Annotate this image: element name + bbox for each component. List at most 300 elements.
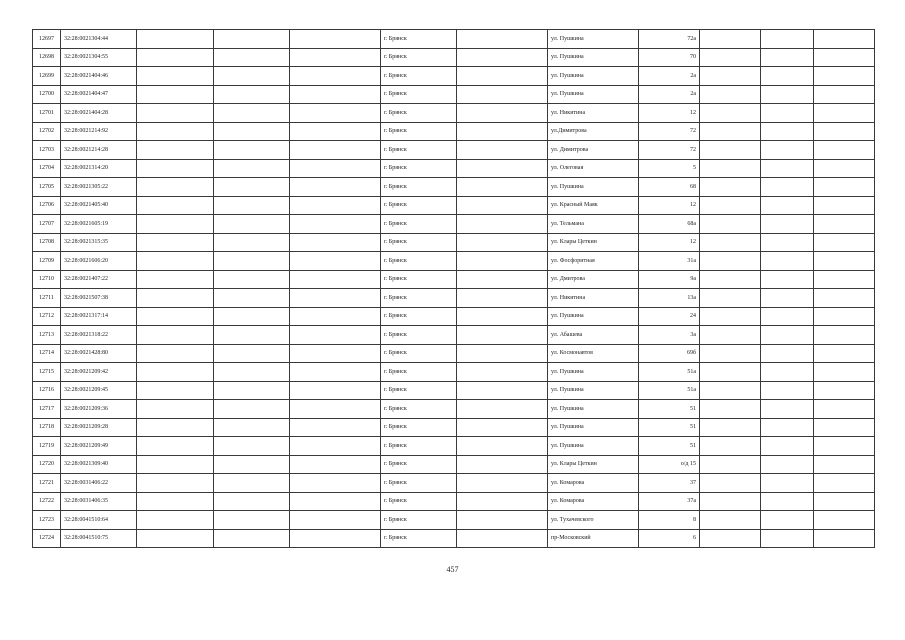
cadastral-number-cell: 32:28:0031406:35 (61, 492, 137, 511)
col-12-cell (814, 67, 875, 86)
col-3-cell (137, 400, 214, 419)
col-11-cell (761, 455, 814, 474)
street-cell: ул. Никитина (548, 104, 639, 123)
house-number-cell: 24 (639, 307, 700, 326)
cadastral-number-cell: 32:28:0021304:55 (61, 48, 137, 67)
registry-table (32, 29, 875, 548)
col-5-cell (290, 104, 381, 123)
row-number-cell: 12709 (33, 252, 61, 271)
table-row (33, 381, 875, 400)
col-7-cell (457, 381, 548, 400)
cadastral-number-cell: 32:28:0021404:28 (61, 104, 137, 123)
col-3-cell (137, 141, 214, 160)
table-row (33, 492, 875, 511)
row-number-cell: 12715 (33, 363, 61, 382)
col-4-cell (214, 196, 290, 215)
table-row (33, 307, 875, 326)
col-7-cell (457, 122, 548, 141)
row-number-cell: 12708 (33, 233, 61, 252)
col-7-cell (457, 85, 548, 104)
col-4-cell (214, 178, 290, 197)
row-number-cell: 12722 (33, 492, 61, 511)
col-12-cell (814, 141, 875, 160)
street-cell: ул. Тельмана (548, 215, 639, 234)
table-row (33, 252, 875, 271)
cadastral-number-cell: 32:28:0021428:80 (61, 344, 137, 363)
col-3-cell (137, 326, 214, 345)
cadastral-number-cell: 32:28:0021315:35 (61, 233, 137, 252)
street-cell: ул. Красный Маяк (548, 196, 639, 215)
col-7-cell (457, 418, 548, 437)
col-3-cell (137, 437, 214, 456)
street-cell: ул. Абашева (548, 326, 639, 345)
col-5-cell (290, 437, 381, 456)
col-3-cell (137, 381, 214, 400)
street-cell: ул. Олеговая (548, 159, 639, 178)
col-3-cell (137, 289, 214, 308)
house-number-cell: 12 (639, 104, 700, 123)
cadastral-number-cell: 32:28:0021405:40 (61, 196, 137, 215)
col-11-cell (761, 344, 814, 363)
col-12-cell (814, 270, 875, 289)
cadastral-number-cell: 32:28:0021209:28 (61, 418, 137, 437)
street-cell: ул. Пушкина (548, 67, 639, 86)
city-cell: г. Брянск (381, 344, 457, 363)
col-12-cell (814, 252, 875, 271)
col-10-cell (700, 104, 761, 123)
house-number-cell: 72а (639, 30, 700, 49)
col-11-cell (761, 363, 814, 382)
col-5-cell (290, 363, 381, 382)
col-10-cell (700, 178, 761, 197)
col-4-cell (214, 85, 290, 104)
col-7-cell (457, 252, 548, 271)
city-cell: г. Брянск (381, 270, 457, 289)
table-row (33, 141, 875, 160)
col-10-cell (700, 529, 761, 548)
col-11-cell (761, 85, 814, 104)
col-7-cell (457, 326, 548, 345)
city-cell: г. Брянск (381, 215, 457, 234)
house-number-cell: 51 (639, 437, 700, 456)
table-row (33, 344, 875, 363)
col-10-cell (700, 363, 761, 382)
col-4-cell (214, 233, 290, 252)
col-11-cell (761, 270, 814, 289)
col-7-cell (457, 344, 548, 363)
col-10-cell (700, 159, 761, 178)
city-cell: г. Брянск (381, 104, 457, 123)
house-number-cell: 51а (639, 381, 700, 400)
cadastral-number-cell: 32:28:0021404:46 (61, 67, 137, 86)
col-12-cell (814, 529, 875, 548)
cadastral-number-cell: 32:28:0021214:28 (61, 141, 137, 160)
col-5-cell (290, 270, 381, 289)
street-cell: ул.Димитрова (548, 122, 639, 141)
street-cell: ул. Никитина (548, 289, 639, 308)
city-cell: г. Брянск (381, 196, 457, 215)
row-number-cell: 12702 (33, 122, 61, 141)
col-5-cell (290, 178, 381, 197)
cadastral-number-cell: 32:28:0021606:20 (61, 252, 137, 271)
row-number-cell: 12714 (33, 344, 61, 363)
cadastral-number-cell: 32:28:0021407:22 (61, 270, 137, 289)
col-11-cell (761, 48, 814, 67)
cadastral-number-cell: 32:28:0021209:36 (61, 400, 137, 419)
col-10-cell (700, 233, 761, 252)
table-row (33, 437, 875, 456)
house-number-cell: 72 (639, 122, 700, 141)
col-11-cell (761, 196, 814, 215)
col-10-cell (700, 400, 761, 419)
col-7-cell (457, 455, 548, 474)
city-cell: г. Брянск (381, 178, 457, 197)
house-number-cell: 31а (639, 252, 700, 271)
col-4-cell (214, 511, 290, 530)
col-5-cell (290, 400, 381, 419)
col-12-cell (814, 511, 875, 530)
street-cell: ул. Комарова (548, 492, 639, 511)
city-cell: г. Брянск (381, 67, 457, 86)
house-number-cell: 13а (639, 289, 700, 308)
col-10-cell (700, 289, 761, 308)
col-7-cell (457, 511, 548, 530)
row-number-cell: 12699 (33, 67, 61, 86)
col-3-cell (137, 363, 214, 382)
col-3-cell (137, 344, 214, 363)
col-7-cell (457, 30, 548, 49)
cadastral-number-cell: 32:28:0041510:75 (61, 529, 137, 548)
table-row (33, 215, 875, 234)
col-4-cell (214, 400, 290, 419)
street-cell: ул. Дмитрова (548, 270, 639, 289)
table-row (33, 233, 875, 252)
col-3-cell (137, 178, 214, 197)
table-row (33, 270, 875, 289)
row-number-cell: 12719 (33, 437, 61, 456)
col-5-cell (290, 307, 381, 326)
table-row (33, 289, 875, 308)
col-4-cell (214, 159, 290, 178)
col-11-cell (761, 215, 814, 234)
table-row (33, 85, 875, 104)
col-3-cell (137, 252, 214, 271)
row-number-cell: 12720 (33, 455, 61, 474)
row-number-cell: 12704 (33, 159, 61, 178)
row-number-cell: 12712 (33, 307, 61, 326)
row-number-cell: 12713 (33, 326, 61, 345)
house-number-cell: 3а (639, 326, 700, 345)
col-5-cell (290, 511, 381, 530)
col-12-cell (814, 418, 875, 437)
col-3-cell (137, 67, 214, 86)
city-cell: г. Брянск (381, 529, 457, 548)
col-5-cell (290, 344, 381, 363)
col-3-cell (137, 30, 214, 49)
row-number-cell: 12697 (33, 30, 61, 49)
col-11-cell (761, 492, 814, 511)
col-5-cell (290, 215, 381, 234)
cadastral-number-cell: 32:28:0021404:47 (61, 85, 137, 104)
city-cell: г. Брянск (381, 511, 457, 530)
col-7-cell (457, 215, 548, 234)
row-number-cell: 12700 (33, 85, 61, 104)
col-5-cell (290, 141, 381, 160)
col-4-cell (214, 215, 290, 234)
row-number-cell: 12724 (33, 529, 61, 548)
house-number-cell: 51 (639, 400, 700, 419)
table-row (33, 511, 875, 530)
col-7-cell (457, 529, 548, 548)
street-cell: ул. Димитрова (548, 141, 639, 160)
col-5-cell (290, 159, 381, 178)
city-cell: г. Брянск (381, 474, 457, 493)
row-number-cell: 12721 (33, 474, 61, 493)
col-11-cell (761, 141, 814, 160)
col-10-cell (700, 85, 761, 104)
col-10-cell (700, 511, 761, 530)
col-3-cell (137, 474, 214, 493)
house-number-cell: 51 (639, 418, 700, 437)
row-number-cell: 12705 (33, 178, 61, 197)
col-5-cell (290, 85, 381, 104)
col-5-cell (290, 474, 381, 493)
city-cell: г. Брянск (381, 48, 457, 67)
col-3-cell (137, 492, 214, 511)
col-5-cell (290, 48, 381, 67)
city-cell: г. Брянск (381, 326, 457, 345)
row-number-cell: 12723 (33, 511, 61, 530)
table-row (33, 418, 875, 437)
cadastral-number-cell: 32:28:0021209:49 (61, 437, 137, 456)
table-row (33, 474, 875, 493)
col-5-cell (290, 289, 381, 308)
col-5-cell (290, 529, 381, 548)
table-row (33, 363, 875, 382)
col-12-cell (814, 104, 875, 123)
col-4-cell (214, 381, 290, 400)
col-7-cell (457, 289, 548, 308)
col-11-cell (761, 30, 814, 49)
col-3-cell (137, 270, 214, 289)
col-4-cell (214, 344, 290, 363)
cadastral-number-cell: 32:28:0031406:22 (61, 474, 137, 493)
house-number-cell: 70 (639, 48, 700, 67)
col-12-cell (814, 474, 875, 493)
city-cell: г. Брянск (381, 307, 457, 326)
table-body (33, 30, 875, 548)
col-3-cell (137, 48, 214, 67)
table-row (33, 30, 875, 49)
col-11-cell (761, 381, 814, 400)
col-12-cell (814, 326, 875, 345)
col-4-cell (214, 30, 290, 49)
col-10-cell (700, 344, 761, 363)
street-cell: ул. Клары Цеткин (548, 233, 639, 252)
row-number-cell: 12718 (33, 418, 61, 437)
col-4-cell (214, 326, 290, 345)
col-12-cell (814, 307, 875, 326)
col-12-cell (814, 30, 875, 49)
cadastral-number-cell: 32:28:0021318:22 (61, 326, 137, 345)
col-4-cell (214, 455, 290, 474)
street-cell: ул. Клары Цеткин (548, 455, 639, 474)
col-11-cell (761, 307, 814, 326)
row-number-cell: 12717 (33, 400, 61, 419)
col-10-cell (700, 196, 761, 215)
street-cell: ул. Фосфоритная (548, 252, 639, 271)
table-row (33, 104, 875, 123)
col-12-cell (814, 196, 875, 215)
col-11-cell (761, 418, 814, 437)
col-4-cell (214, 492, 290, 511)
city-cell: г. Брянск (381, 85, 457, 104)
col-7-cell (457, 270, 548, 289)
col-5-cell (290, 233, 381, 252)
col-3-cell (137, 307, 214, 326)
cadastral-number-cell: 32:28:0021209:42 (61, 363, 137, 382)
city-cell: г. Брянск (381, 437, 457, 456)
house-number-cell: 8 (639, 511, 700, 530)
col-10-cell (700, 418, 761, 437)
col-7-cell (457, 307, 548, 326)
col-12-cell (814, 492, 875, 511)
city-cell: г. Брянск (381, 122, 457, 141)
cadastral-number-cell: 32:28:0021507:38 (61, 289, 137, 308)
col-7-cell (457, 48, 548, 67)
col-7-cell (457, 104, 548, 123)
col-7-cell (457, 196, 548, 215)
table-row (33, 122, 875, 141)
street-cell: ул. Комарова (548, 474, 639, 493)
house-number-cell: 37а (639, 492, 700, 511)
page-number: 457 (446, 565, 459, 574)
house-number-cell: 51а (639, 363, 700, 382)
street-cell: ул. Пушкина (548, 381, 639, 400)
street-cell: ул. Пушкина (548, 85, 639, 104)
col-7-cell (457, 178, 548, 197)
col-10-cell (700, 67, 761, 86)
street-cell: ул. Пушкина (548, 178, 639, 197)
col-11-cell (761, 233, 814, 252)
house-number-cell: 12 (639, 233, 700, 252)
col-7-cell (457, 474, 548, 493)
cadastral-number-cell: 32:28:0021605:19 (61, 215, 137, 234)
col-12-cell (814, 178, 875, 197)
table-row (33, 400, 875, 419)
city-cell: г. Брянск (381, 418, 457, 437)
row-number-cell: 12698 (33, 48, 61, 67)
col-10-cell (700, 122, 761, 141)
col-4-cell (214, 141, 290, 160)
city-cell: г. Брянск (381, 455, 457, 474)
col-10-cell (700, 215, 761, 234)
col-4-cell (214, 122, 290, 141)
col-4-cell (214, 307, 290, 326)
house-number-cell: 37 (639, 474, 700, 493)
col-11-cell (761, 159, 814, 178)
col-3-cell (137, 159, 214, 178)
cadastral-number-cell: 32:28:0021309:40 (61, 455, 137, 474)
col-10-cell (700, 474, 761, 493)
city-cell: г. Брянск (381, 141, 457, 160)
street-cell: ул. Пушкина (548, 418, 639, 437)
col-5-cell (290, 196, 381, 215)
table-row (33, 326, 875, 345)
street-cell: ул. Пушкина (548, 307, 639, 326)
col-4-cell (214, 418, 290, 437)
col-12-cell (814, 363, 875, 382)
house-number-cell: о/д 15 (639, 455, 700, 474)
street-cell: ул. Космонавтов (548, 344, 639, 363)
house-number-cell: 69б (639, 344, 700, 363)
col-5-cell (290, 30, 381, 49)
city-cell: г. Брянск (381, 252, 457, 271)
col-12-cell (814, 85, 875, 104)
col-3-cell (137, 104, 214, 123)
col-10-cell (700, 252, 761, 271)
col-12-cell (814, 381, 875, 400)
col-4-cell (214, 252, 290, 271)
col-12-cell (814, 400, 875, 419)
col-3-cell (137, 233, 214, 252)
col-5-cell (290, 418, 381, 437)
col-10-cell (700, 30, 761, 49)
col-7-cell (457, 363, 548, 382)
col-10-cell (700, 326, 761, 345)
row-number-cell: 12711 (33, 289, 61, 308)
col-11-cell (761, 474, 814, 493)
col-12-cell (814, 159, 875, 178)
col-7-cell (457, 67, 548, 86)
col-7-cell (457, 159, 548, 178)
col-5-cell (290, 252, 381, 271)
col-10-cell (700, 455, 761, 474)
row-number-cell: 12707 (33, 215, 61, 234)
cadastral-number-cell: 32:28:0021317:14 (61, 307, 137, 326)
col-5-cell (290, 326, 381, 345)
city-cell: г. Брянск (381, 363, 457, 382)
table-row (33, 178, 875, 197)
street-cell: ул. Пушкина (548, 437, 639, 456)
col-4-cell (214, 529, 290, 548)
row-number-cell: 12703 (33, 141, 61, 160)
house-number-cell: 68а (639, 215, 700, 234)
col-3-cell (137, 455, 214, 474)
city-cell: г. Брянск (381, 233, 457, 252)
house-number-cell: 6 (639, 529, 700, 548)
col-11-cell (761, 178, 814, 197)
col-5-cell (290, 67, 381, 86)
table-row (33, 196, 875, 215)
col-12-cell (814, 344, 875, 363)
cadastral-number-cell: 32:28:0041510:64 (61, 511, 137, 530)
col-7-cell (457, 437, 548, 456)
col-5-cell (290, 455, 381, 474)
col-3-cell (137, 215, 214, 234)
house-number-cell: 12 (639, 196, 700, 215)
city-cell: г. Брянск (381, 30, 457, 49)
col-11-cell (761, 67, 814, 86)
house-number-cell: 72 (639, 141, 700, 160)
street-cell: ул. Пушкина (548, 363, 639, 382)
col-10-cell (700, 381, 761, 400)
col-11-cell (761, 326, 814, 345)
col-7-cell (457, 400, 548, 419)
col-11-cell (761, 104, 814, 123)
col-10-cell (700, 437, 761, 456)
col-11-cell (761, 289, 814, 308)
